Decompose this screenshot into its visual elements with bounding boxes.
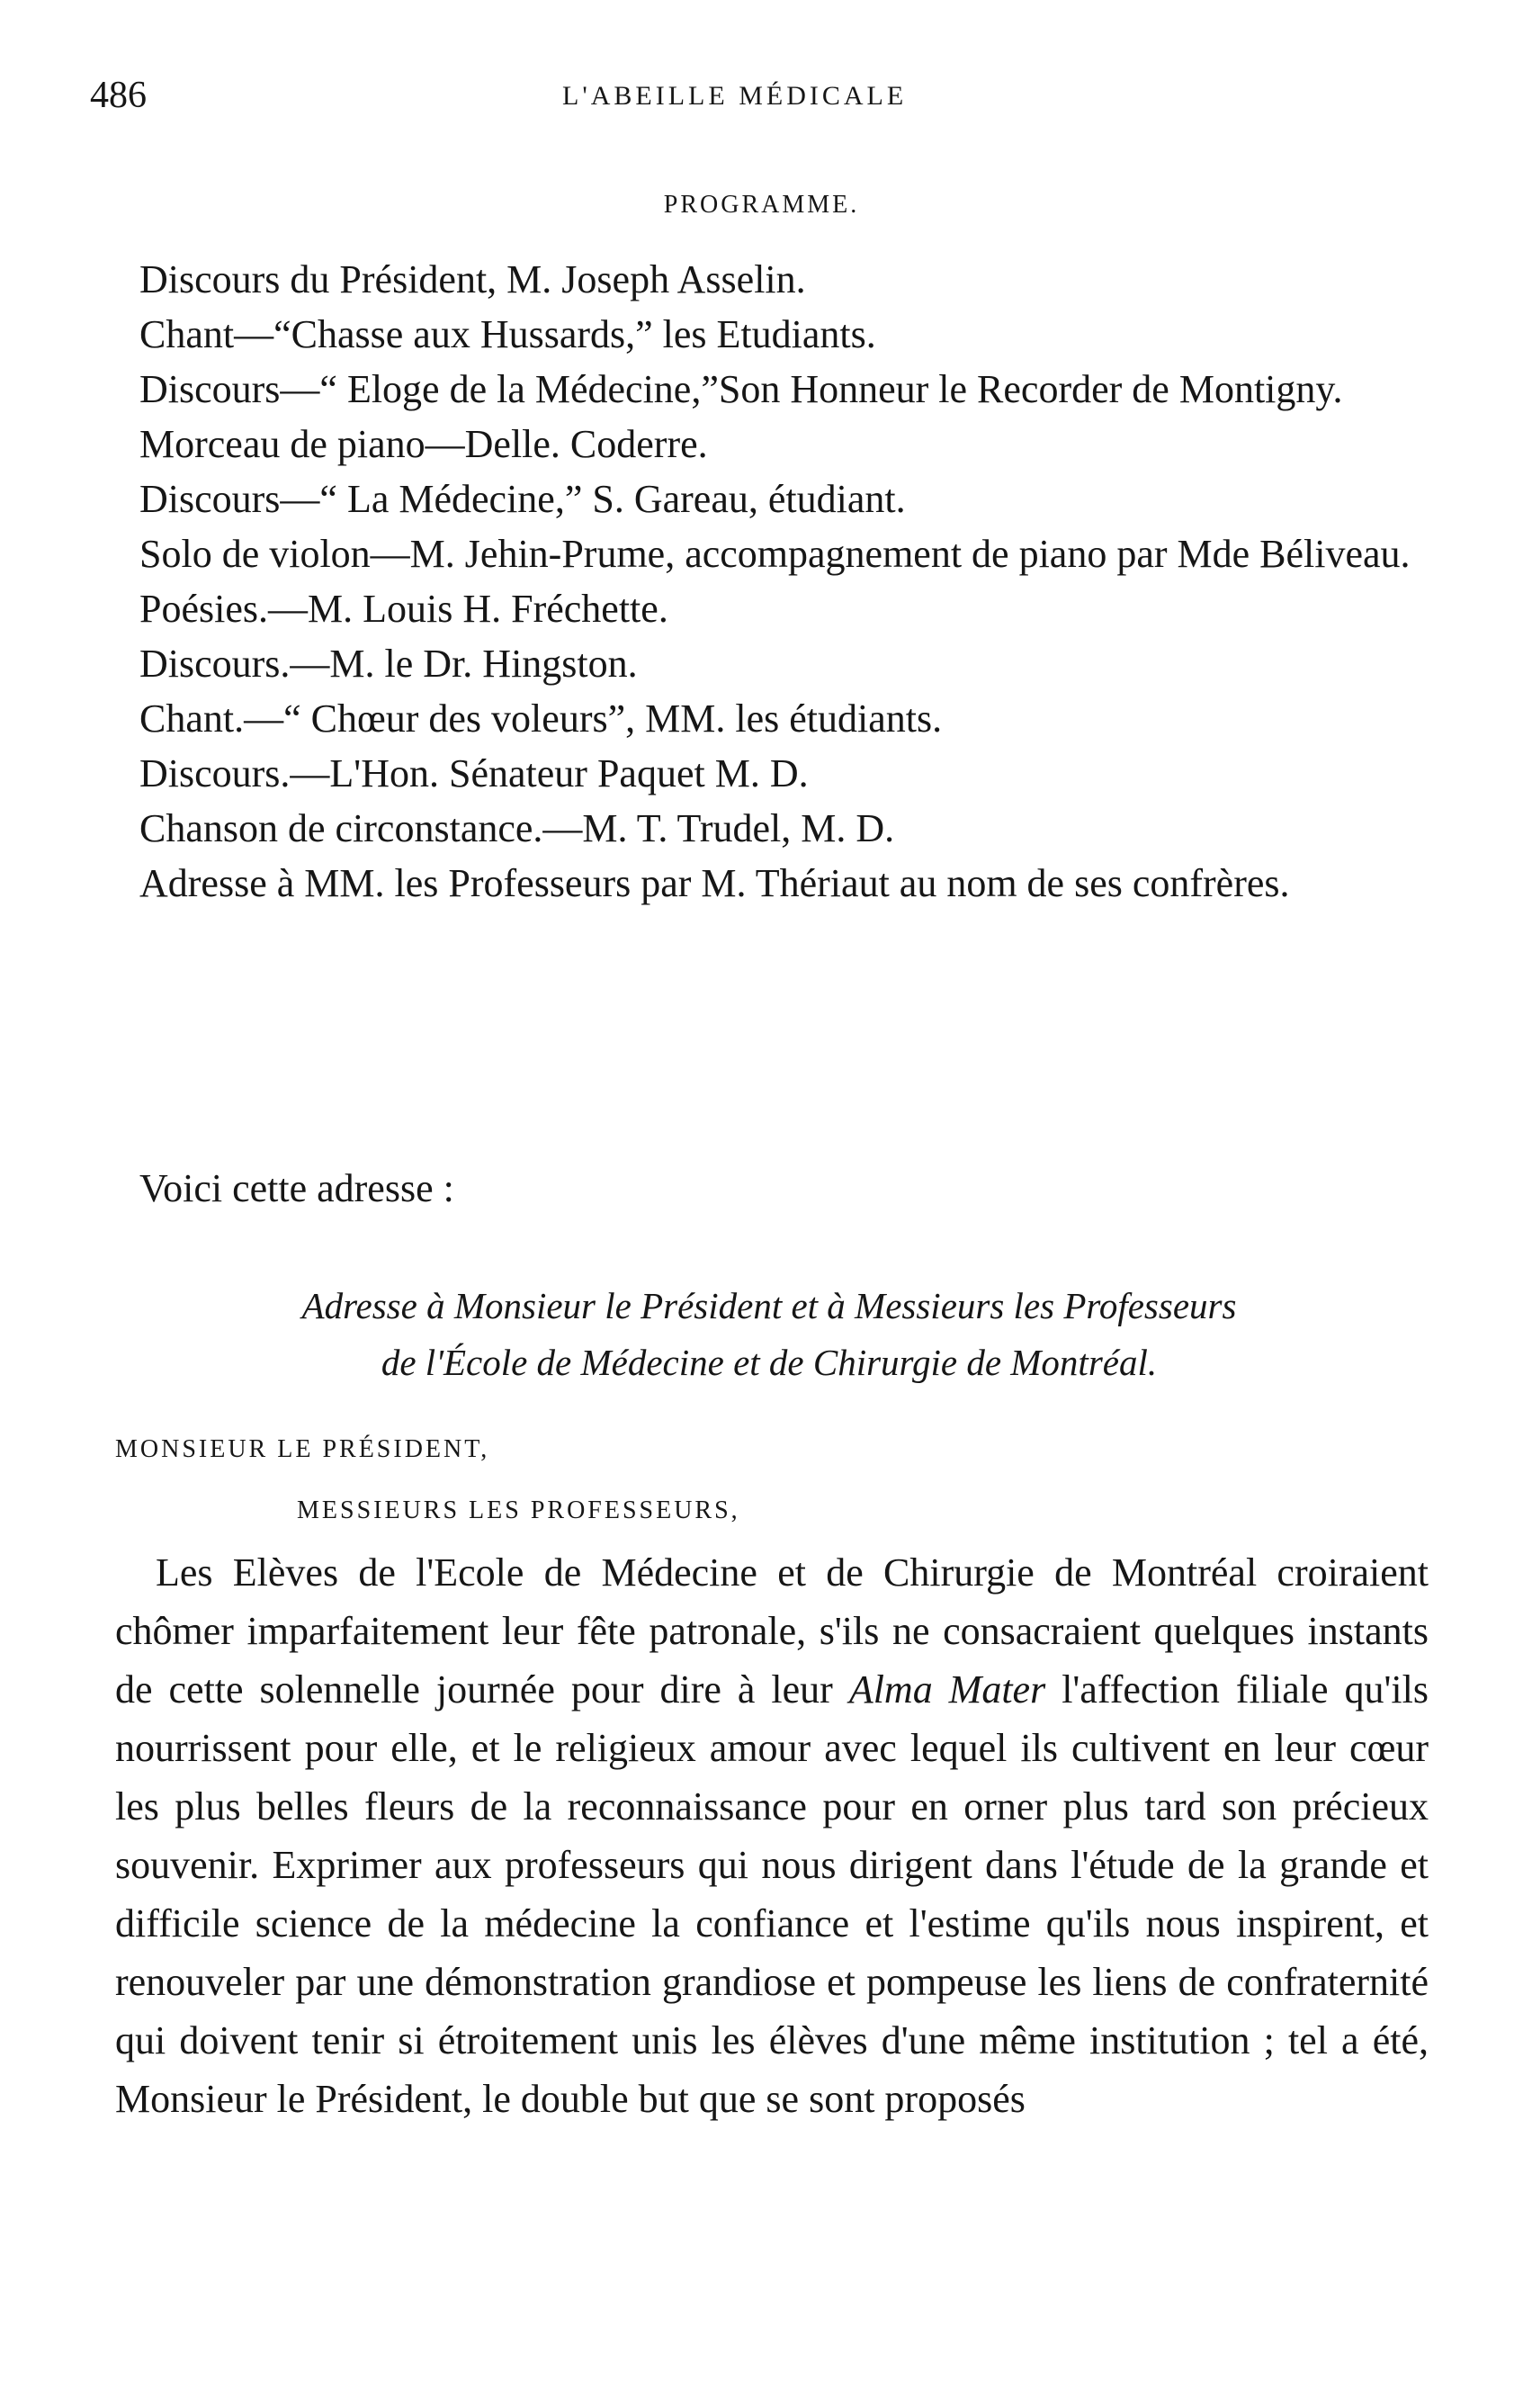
- address-body-text: Les Elèves de l'Ecole de Médecine et de Chirurgie de Montréal croiraient chômer imparfaitement leur fête patronale, s'ils ne consacraient quelques instants de cette solennelle journée pour dire à leur: [115, 1550, 1429, 1712]
- salutation-professors: MESSIEURS LES PROFESSEURS,: [297, 1496, 740, 1524]
- programme-item: Morceau de piano—Delle. Coderre.: [139, 422, 708, 466]
- programme-item: Discours—“ Eloge de la Médecine,”Son Honneur le Recorder de Montigny.: [139, 367, 1343, 411]
- address-body-text: l'affection filiale qu'ils nourrissent pour elle, et le religieux amour avec lequel ils cultivent en leur cœur les plus belles fleurs de la reconnaissance pour en orner plus tard son précieux souvenir. Exprimer aux professeurs qui nous dirigent dans l'étude de la grande et difficile science de la médecine la confiance et l'estime qu'ils nous inspirent, et renouveler par une démonstration grandiose et pompeuse les liens de confraternité qui doivent tenir si étroitement unis les élèves d'une même institution ; tel a été, Monsieur le Président, le double but que se sont proposés: [115, 1667, 1429, 2121]
- running-title: L'ABEILLE MÉDICALE: [562, 81, 908, 111]
- intro-text: Voici cette adresse :: [139, 1166, 454, 1210]
- programme-item: Chanson de circonstance.—M. T. Trudel, M. D.: [139, 806, 895, 850]
- programme-item: Discours du Président, M. Joseph Asselin.: [139, 257, 806, 301]
- programme-item: Discours.—L'Hon. Sénateur Paquet M. D.: [139, 751, 809, 795]
- programme-item: Chant—“Chasse aux Hussards,” les Etudiants.: [139, 312, 876, 356]
- programme-item: Poésies.—M. Louis H. Fréchette.: [139, 587, 668, 631]
- address-title-line: de l'École de Médecine et de Chirurgie de Montréal.: [381, 1342, 1158, 1383]
- programme-item: Discours.—M. le Dr. Hingston.: [139, 642, 638, 686]
- programme-item: Solo de violon—M. Jehin-Prume, accompagnement de piano par Mde Béliveau.: [139, 532, 1411, 576]
- address-body: [115, 1543, 1429, 2128]
- programme-item: Discours—“ La Médecine,” S. Gareau, étudiant.: [139, 477, 906, 521]
- page-header: [90, 74, 1439, 128]
- programme-item: Chant.—“ Chœur des voleurs”, MM. les étudiants.: [139, 696, 943, 741]
- programme-heading: PROGRAMME.: [663, 191, 860, 219]
- programme-list: [90, 252, 1421, 911]
- address-title: [108, 1278, 1430, 1391]
- address-title-line: Adresse à Monsieur le Président et à Messieurs les Professeurs: [301, 1285, 1237, 1326]
- programme-item: Adresse à MM. les Professeurs par M. Thériaut au nom de ses confrères.: [139, 861, 1290, 905]
- salutation-president: MONSIEUR LE PRÉSIDENT,: [115, 1435, 490, 1463]
- page-number: 486: [90, 75, 147, 116]
- alma-mater-italic: Alma Mater: [848, 1667, 1046, 1712]
